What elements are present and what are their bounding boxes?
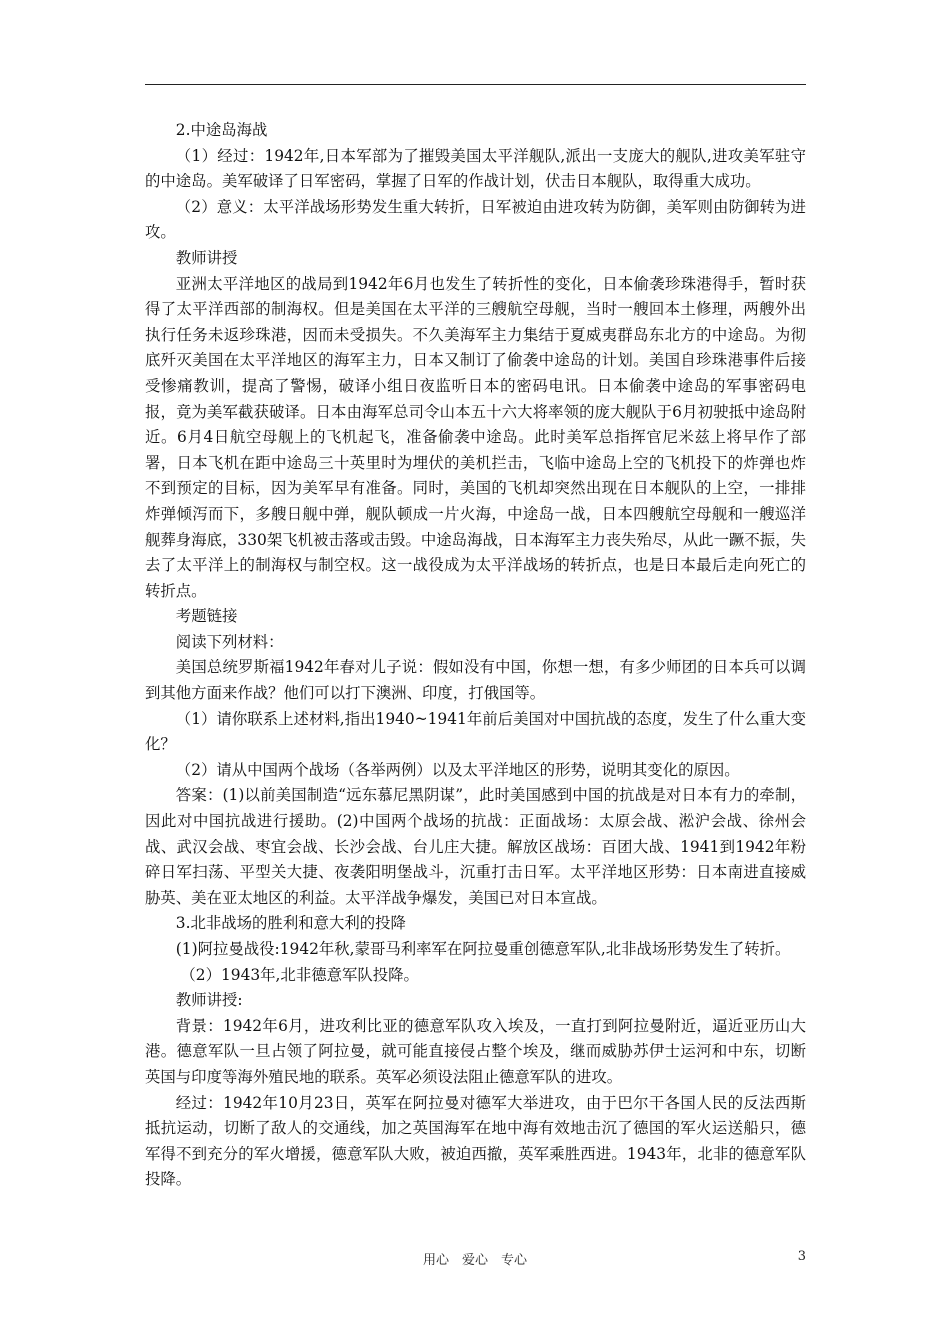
footer-motto: 用心 爱心 专心 [422,1253,527,1268]
question-1: （1）请你联系上述材料,指出1940~1941年前后美国对中国抗战的态度，发生了什么重大变化？ [145,709,806,754]
midway-lecture-text: 亚洲太平洋地区的战局到1942年6月也发生了转折性的变化，日本偷袭珍珠港得手，暂时获得了太平洋西部的制海权。但是美国在太平洋的三艘航空母舰，当时一艘回本土修理，两艘外出执行任务未返珍珠港，因而未受损失。不久美海军主力集结于夏威夷群岛东北方的中途岛。为彻底歼灭美国在太平洋地区的海军主力，日本又制订了偷袭中途岛的计划。美国自珍珠港事件后接受惨痛教训，提高了警惕，破译小组日夜监听日本的密码电讯。日本偷袭中途岛的军事密码电报，竟为美军截获破译。日本由海军总司令山本五十六大将率领的庞大舰队于6月初驶抵中途岛附近。6月4日航空母舰上的飞机起飞，准备偷袭中途岛。此时美军总指挥官尼米兹上将早作了部署，日本飞机在距中途岛三十英里时为埋伏的美机拦击，飞临中途岛上空的飞机投下的炸弹也炸不到预定的目标，因为美军早有准备。同时，美国的飞机却突然出现在日本舰队的上空，一排排炸弹倾泻而下，多艘日舰中弹，舰队顿成一片火海，中途岛一战，日本四艘航空母舰和一艘巡洋舰葬身海底，330架飞机被击落或击毁。中途岛海战，日本海军主力丧失殆尽，从此一蹶不振，失去了太平洋上的制海权与制空权。这一战役成为太平洋战场的转折点，也是日本最后走向死亡的转折点。 [145,274,806,600]
section-heading-north-africa: 3.北非战场的胜利和意大利的投降 [175,914,406,933]
read-material-label: 阅读下列材料： [175,632,284,651]
material-quote: 美国总统罗斯福1942年春对儿子说：假如没有中国，你想一想，有多少师团的日本兵可以调到其他方面来作战？他们可以打下澳洲、印度，打俄国等。 [145,658,806,703]
page-body [145,118,806,1193]
north-africa-surrender: （2）1943年,北非德意军队投降。 [180,965,419,984]
midway-significance: （2）意义：太平洋战场形势发生重大转折，日军被迫由进攻转为防御，美军则由防御转为进攻。 [145,197,806,242]
midway-course: （1）经过：1942年,日本军部为了摧毁美国太平洋舰队,派出一支庞大的舰队,进攻美军驻守的中途岛。美军破译了日军密码，掌握了日军的作战计划，伏击日本舰队，取得重大成功。 [145,146,806,191]
answer-text: 答案：(1)以前美国制造“远东慕尼黑阴谋”，此时美国感到中国的抗战是对日本有力的牵制，因此对中国抗战进行援助。(2)中国两个战场的抗战：正面战场：太原会战、淞沪会战、徐州会战、武汉会战、枣宜会战、长沙会战、台儿庄大捷。解放区战场：百团大战、1941到1942年粉碎日军扫荡、平型关大捷、夜袭阳明堡战斗，沉重打击日军。太平洋地区形势：日本南进直接威胁英、美在亚太地区的利益。太平洋战争爆发，美国已对日本宣战。 [145,786,806,907]
page-number: 3 [797,1249,806,1264]
exam-link-label: 考题链接 [175,607,238,626]
teacher-lecture-label: 教师讲授 [175,248,238,267]
background-text: 背景：1942年6月，进攻利比亚的德意军队攻入埃及，一直打到阿拉曼附近，逼近亚历山大港。德意军队一旦占领了阿拉曼，就可能直接侵占整个埃及，继而威胁苏伊士运河和中东，切断英国与印度等海外殖民地的联系。英军必须设法阻止德意军队的进攻。 [145,1016,806,1086]
course-text: 经过：1942年10月23日，英军在阿拉曼对德军大举进攻，由于巴尔干各国人民的反法西斯抵抗运动，切断了敌人的交通线，加之英国海军在地中海有效地击沉了德国的军火运送船只，德军得不到充分的军火增援，德意军队大败，被迫西撤，英军乘胜西进。1943年，北非的德意军队投降。 [145,1093,806,1189]
header-rule [145,84,806,85]
section-heading-midway: 2.中途岛海战 [175,121,268,139]
teacher-lecture-label-2: 教师讲授: [175,991,243,1010]
alamein-battle: (1)阿拉曼战役:1942年秋,蒙哥马利率军在阿拉曼重创德意军队,北非战场形势发生了转折。 [175,940,791,958]
question-2: （2）请从中国两个战场（各举两例）以及太平洋地区的形势，说明其变化的原因。 [175,760,740,779]
